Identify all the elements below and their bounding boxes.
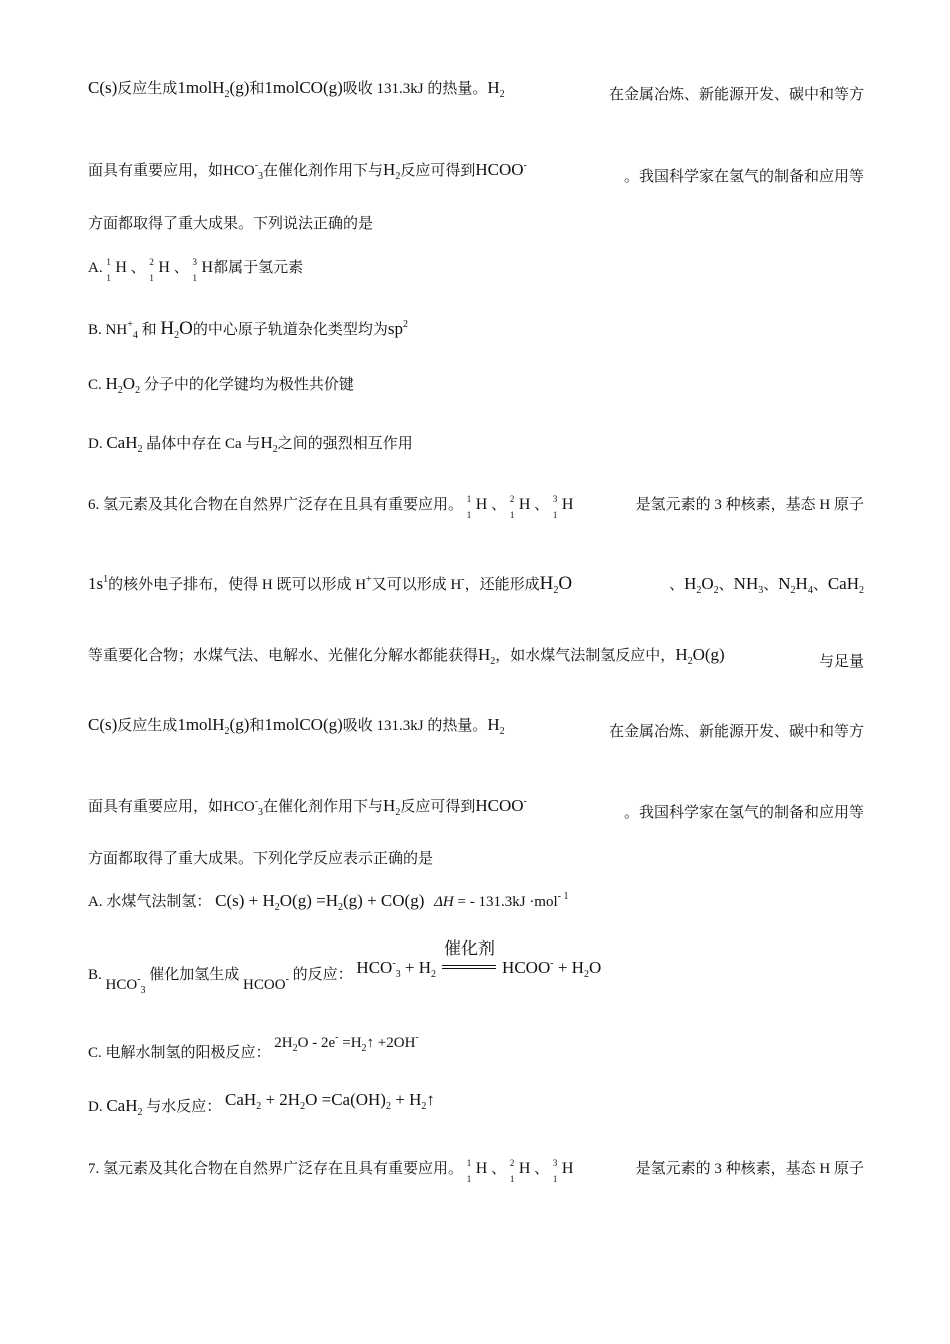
- option-d: D. CaH$_2$ 晶体中存在 Ca 与$H_2$之间的强烈相互作用: [88, 433, 413, 455]
- question-stem: 方面都取得了重大成果。下列说法正确的是: [88, 216, 374, 232]
- paragraph-line: C(s)反应生成1molH$_2$(g)和1molCO(g)吸收 131.3kJ 的热量。$H_2$ 在金属冶炼、新能源开发、碳中和等方: [88, 78, 864, 103]
- question-6-stem: 方面都取得了重大成果。下列化学反应表示正确的是: [88, 851, 434, 867]
- paragraph-line: 面具有重要应用，如$HCO^-_3$在催化剂作用下与$H_2$反应可得到HCOO- 。我国科学家在氢气的制备和应用等: [88, 160, 864, 185]
- question-6-option-a: A. 水煤气法制氢： $C(s) + H_2O(g) =H_2(g) + CO(g) \Delta H$ = - 131.3kJ ·mol$^{- 1}$: [88, 891, 569, 913]
- question-6-option-c: C. 电解水制氢的阳极反应： $2H_2O - 2e^-$ $=H_2↑ +2OH^-$: [88, 1032, 419, 1061]
- option-b: B. $NH^+_4$ 和 $H_2O$的中心原子轨道杂化类型均为$sp^2$: [88, 318, 408, 341]
- isotope-h1: 1 1 H: [106, 257, 127, 283]
- question-6-line-1: 6. 氢元素及其化合物在自然界广泛存在且具有重要应用。 1 1 H 、 2 1 H 、 3 1 H 是氢元素的 3 种核素，基态 H 原子: [88, 494, 864, 520]
- question-6-line-3: 等重要化合物；水煤气法、电解水、光催化分解水都能获得$H_2$，如水煤气法制氢反应中，$H_2O(g)$ 与足量: [88, 645, 864, 670]
- question-6-option-d: D. CaH$_2$ 与水反应： $CaH_2 + 2H_2O =Ca(OH)_2$ + $H_2↑$: [88, 1090, 435, 1118]
- isotope-h2: 2 1 H: [149, 257, 170, 283]
- question-7-line-1: 7. 氢元素及其化合物在自然界广泛存在且具有重要应用。 1 1 H 、 2 1 H 、 3 1 H 是氢元素的 3 种核素，基态 H 原子: [88, 1158, 864, 1184]
- question-6-line-2: $1s^1$的核外电子排布，使得 H 既可以形成 H+又可以形成 H-，还能形成$H_2O$ 、$H_2O_2$、$NH_3$、$N_2H_4$、CaH$_2$: [88, 573, 864, 596]
- question-6-line-5: 面具有重要应用，如$HCO^-_3$在催化剂作用下与$H_2$反应可得到HCOO- 。我国科学家在氢气的制备和应用等: [88, 796, 864, 821]
- question-6-line-4: C(s)反应生成1molH$_2$(g)和1molCO(g)吸收 131.3kJ 的热量。$H_2$ 在金属冶炼、新能源开发、碳中和等方: [88, 715, 864, 740]
- isotope-h3: 3 1 H: [192, 257, 214, 283]
- option-a: A. 1 1 H 、 2 1 H 、 3 1 H都属于氢元素: [88, 257, 304, 283]
- option-c: C. $H_2O_2$ 分子中的化学键均为极性共价键: [88, 374, 354, 396]
- question-6-option-b: B. $HCO^-_3$ 催化加氢生成 HCOO- 的反应： $HCO^-_3 + H_2$ 催化剂 HCOO- + $H_2O$: [88, 939, 602, 996]
- catalyst-arrow: 催化剂: [442, 959, 496, 979]
